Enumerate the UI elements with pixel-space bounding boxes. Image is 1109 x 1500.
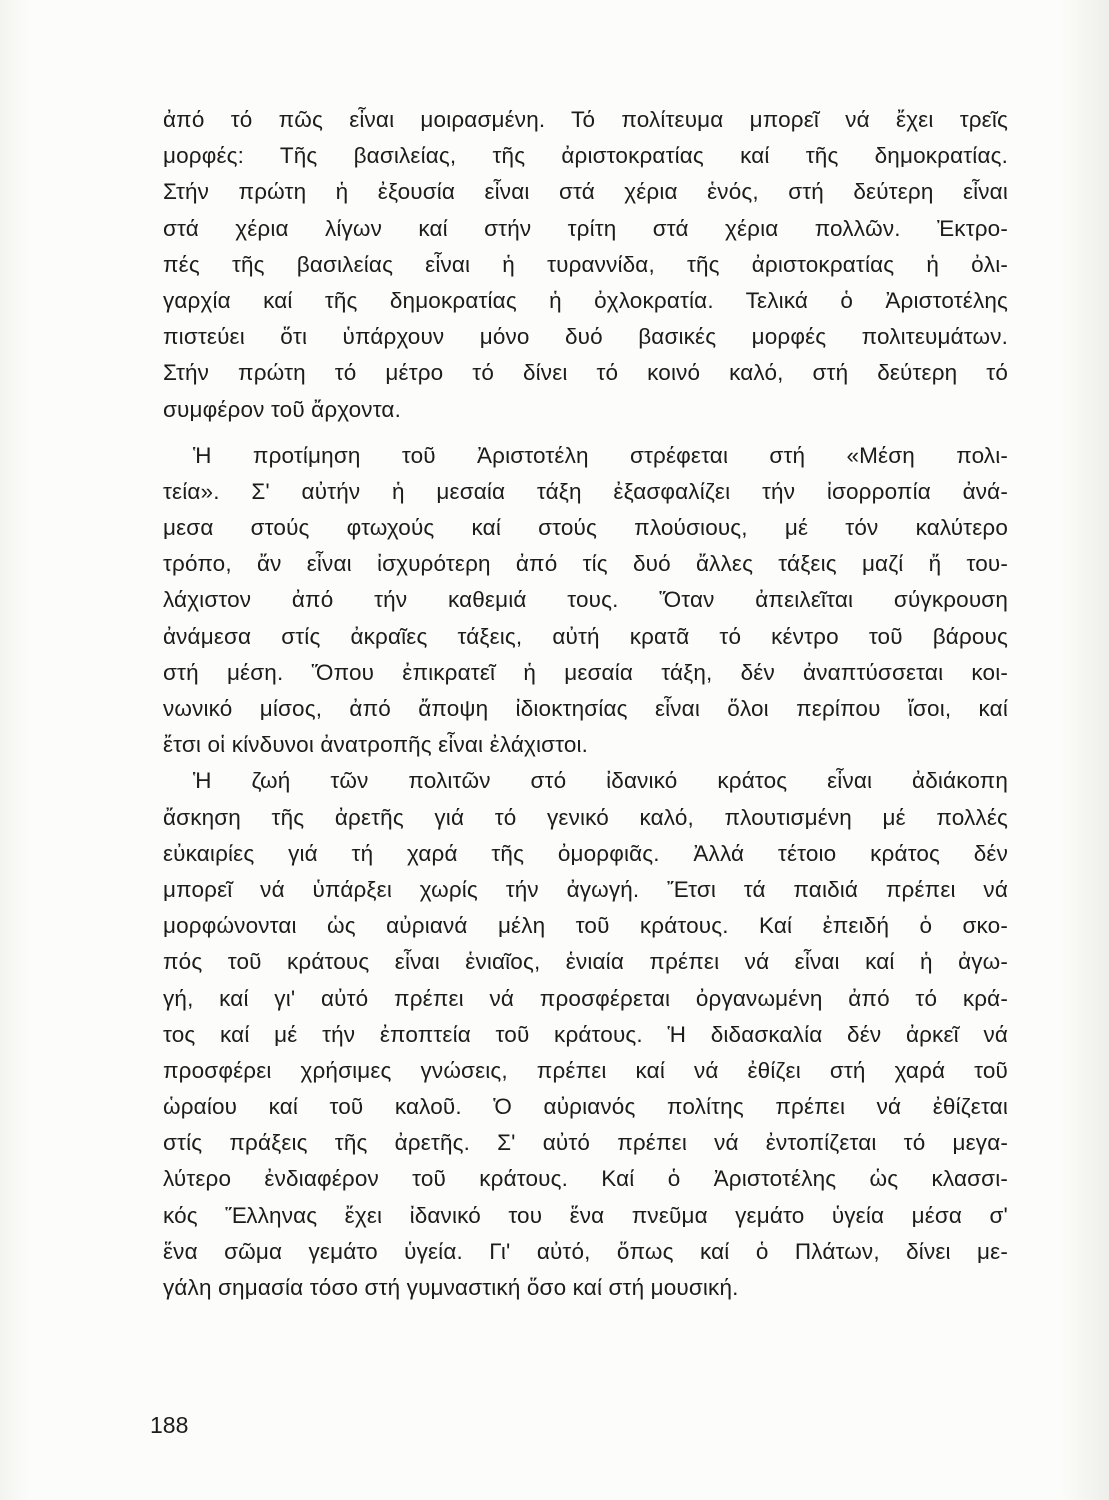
paragraph-1 bbox=[163, 102, 1008, 428]
text-line: ἔτσι οἱ κίνδυνοι ἀνατροπῆς εἶναι ἐλάχιστοι. bbox=[163, 732, 589, 758]
text-line: στή μέση. Ὅπου ἐπικρατεῖ ἡ μεσαία τάξη, δέν ἀναπτύσσεται κοι- bbox=[163, 659, 1008, 685]
text-line: τρόπο, ἄν εἶναι ἰσχυρότερη ἀπό τίς δυό ἄλλες τάξεις μαζί ἤ του- bbox=[163, 551, 1008, 577]
paragraph-2 bbox=[163, 438, 1008, 764]
text-line: γή, καί γι' αὐτό πρέπει νά προσφέρεται ὀργανωμένη ἀπό τό κρά- bbox=[163, 985, 1008, 1011]
text-line: εὐκαιρίες γιά τή χαρά τῆς ὀμορφιᾶς. Ἀλλά τέτοιο κράτος δέν bbox=[163, 840, 1008, 866]
page-number: 188 bbox=[150, 1412, 189, 1438]
text-line: στά χέρια λίγων καί στήν τρίτη στά χέρια πολλῶν. Ἐκτρο- bbox=[163, 215, 1008, 241]
text-line: νωνικό μίσος, ἀπό ἄποψη ἰδιοκτησίας εἶναι ὅλοι περίπου ἴσοι, καί bbox=[163, 696, 1008, 721]
text-line: μορφώνονται ὡς αὐριανά μέλη τοῦ κράτους. Καί ἐπειδή ὁ σκο- bbox=[163, 913, 1008, 939]
text-line: Ἡ προτίμηση τοῦ Ἀριστοτέλη στρέφεται στή «Μέση πολι- bbox=[193, 442, 1008, 468]
text-line: πός τοῦ κράτους εἶναι ἑνιαῖος, ἑνιαία πρέπει νά εἶναι καί ἡ ἀγω- bbox=[163, 949, 1008, 975]
text-line: Στήν πρώτη ἡ ἐξουσία εἶναι στά χέρια ἑνός, στή δεύτερη εἶναι bbox=[163, 179, 1008, 205]
text-line: γάλη σημασία τόσο στή γυμναστική ὅσο καί στή μουσική. bbox=[163, 1275, 739, 1300]
text-line: μπορεῖ νά ὑπάρξει χωρίς τήν ἀγωγή. Ἔτσι τά παιδιά πρέπει νά bbox=[163, 876, 1008, 902]
text-line: τεία». Σ' αὐτήν ἡ μεσαία τάξη ἐξασφαλίζει τήν ἰσορροπία ἀνά- bbox=[163, 478, 1008, 504]
text-line: γαρχία καί τῆς δημοκρατίας ἡ ὀχλοκρατία. Τελικά ὁ Ἀριστοτέλης bbox=[163, 287, 1008, 313]
text-line: ἄσκηση τῆς ἀρετῆς γιά τό γενικό καλό, πλουτισμένη μέ πολλές bbox=[163, 804, 1008, 830]
text-line: Στήν πρώτη τό μέτρο τό δίνει τό κοινό καλό, στή δεύτερη τό bbox=[163, 360, 1008, 386]
text-line: πές τῆς βασιλείας εἶναι ἡ τυραννίδα, τῆς ἀριστοκρατίας ἡ ὀλι- bbox=[163, 251, 1008, 277]
text-line: λύτερο ἐνδιαφέρον τοῦ κράτους. Καί ὁ Ἀριστοτέλης ὡς κλασσι- bbox=[163, 1166, 1008, 1192]
body-text bbox=[163, 102, 1008, 1306]
text-line: τος καί μέ τήν ἐποπτεία τοῦ κράτους. Ἡ διδασκαλία δέν ἀρκεῖ νά bbox=[163, 1021, 1008, 1047]
text-line: πιστεύει ὅτι ὑπάρχουν μόνο δυό βασικές μορφές πολιτευμάτων. bbox=[163, 324, 1008, 350]
text-line: Ἡ ζωή τῶν πολιτῶν στό ἰδανικό κράτος εἶναι ἀδιάκοπη bbox=[193, 768, 1008, 794]
text-line: ἀπό τό πῶς εἶναι μοιρασμένη. Τό πολίτευμα μπορεῖ νά ἔχει τρεῖς bbox=[163, 107, 1008, 132]
text-line: ἕνα σῶμα γεμάτο ὑγεία. Γι' αὐτό, ὅπως καί ὁ Πλάτων, δίνει με- bbox=[163, 1238, 1008, 1264]
paragraph-3 bbox=[163, 763, 1008, 1306]
text-line: συμφέρον τοῦ ἄρχοντα. bbox=[163, 396, 401, 422]
text-line: ἀνάμεσα στίς ἀκραῖες τάξεις, αὐτή κρατᾶ τό κέντρο τοῦ βάρους bbox=[163, 623, 1008, 649]
text-line: μεσα στούς φτωχούς καί στούς πλούσιους, μέ τόν καλύτερο bbox=[163, 515, 1008, 541]
text-line: μορφές: Τῆς βασιλείας, τῆς ἀριστοκρατίας καί τῆς δημοκρατίας. bbox=[163, 143, 1008, 169]
text-line: κός Ἕλληνας ἔχει ἰδανικό του ἕνα πνεῦμα γεμάτο ὑγεία μέσα σ' bbox=[163, 1202, 1008, 1228]
text-line: στίς πράξεις τῆς ἀρετῆς. Σ' αὐτό πρέπει νά ἐντοπίζεται τό μεγα- bbox=[163, 1130, 1008, 1156]
text-line: λάχιστον ἀπό τήν καθεμιά τους. Ὅταν ἀπειλεῖται σύγκρουση bbox=[163, 587, 1008, 613]
text-line: προσφέρει χρήσιμες γνώσεις, πρέπει καί νά ἐθίζει στή χαρά τοῦ bbox=[163, 1057, 1008, 1083]
text-line: ὡραίου καί τοῦ καλοῦ. Ὁ αὐριανός πολίτης πρέπει νά ἐθίζεται bbox=[163, 1094, 1008, 1120]
